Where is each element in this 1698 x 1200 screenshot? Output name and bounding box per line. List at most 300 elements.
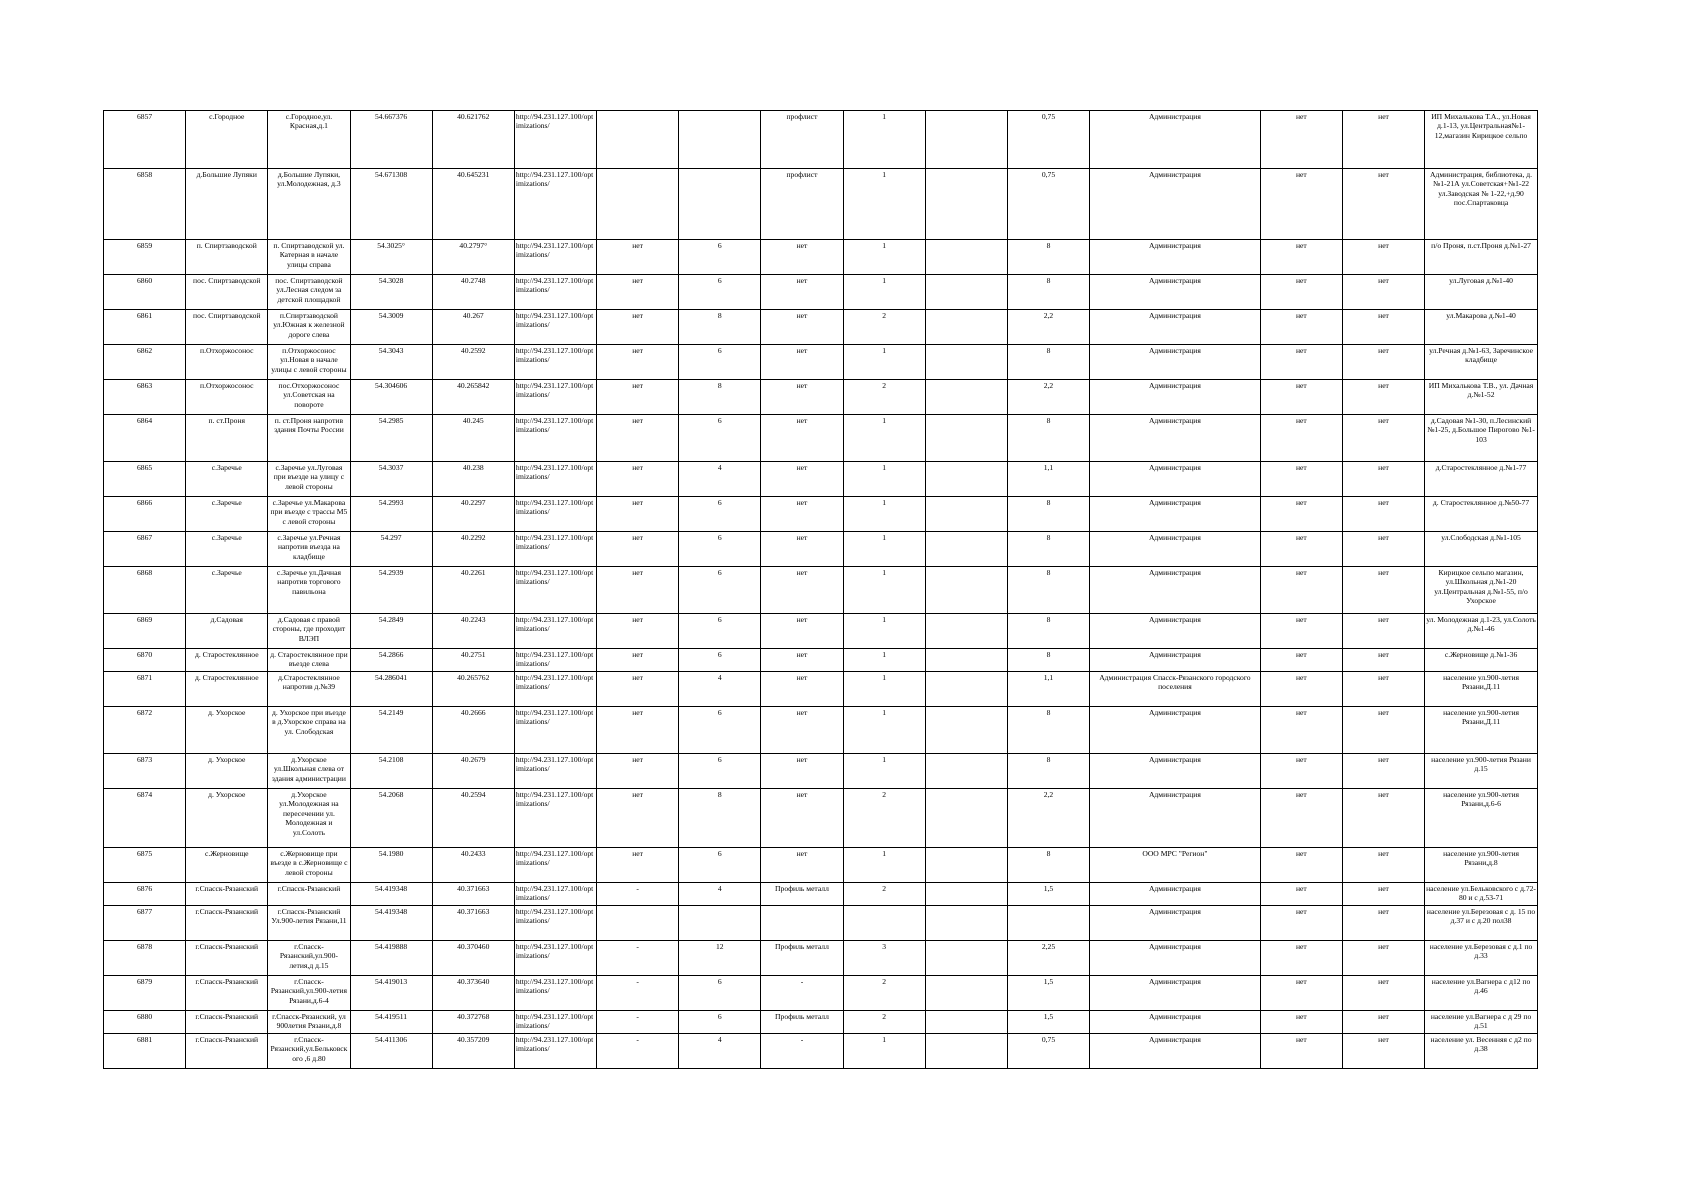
cell-fence: нет (761, 462, 843, 497)
cell-surface: нет (597, 497, 679, 532)
cell-address: п. Спиртзаводской ул. Катерная в начале улицы справа (268, 240, 350, 275)
cell-url: http://94.231.127.100/optimizations/ (514, 672, 596, 707)
cell-col15: нет (1342, 462, 1424, 497)
cell-id: 6873 (104, 754, 186, 789)
cell-fence: нет (761, 672, 843, 707)
cell-col14: нет (1260, 169, 1342, 240)
cell-col15: нет (1342, 275, 1424, 310)
cell-url: http://94.231.127.100/optimizations/ (514, 310, 596, 345)
cell-place: п. Спиртзаводской (186, 240, 268, 275)
cell-url: http://94.231.127.100/optimizations/ (514, 906, 596, 941)
cell-surface: нет (597, 310, 679, 345)
cell-area: 6 (679, 345, 761, 380)
cell-longitude: 40.2433 (432, 848, 514, 883)
cell-longitude: 40.2297 (432, 497, 514, 532)
cell-bunker (925, 1011, 1007, 1034)
cell-address: п.Спиртзаводской ул.Южная к железной дороге слева (268, 310, 350, 345)
cell-address: г.Спасск-Рязанский,ул.900-летия Рязани,д.6-4 (268, 976, 350, 1011)
cell-col15: нет (1342, 345, 1424, 380)
cell-containers (843, 906, 925, 941)
cell-id: 6860 (104, 275, 186, 310)
cell-area: 4 (679, 672, 761, 707)
cell-place: г.Спасск-Рязанский (186, 883, 268, 906)
cell-surface: нет (597, 614, 679, 649)
cell-id: 6868 (104, 567, 186, 614)
cell-containers: 1 (843, 462, 925, 497)
table-row (104, 848, 1538, 883)
cell-address: г.Спасск-Рязанский Ул.900-летия Рязани,11 (268, 906, 350, 941)
cell-latitude: 54.286041 (350, 672, 432, 707)
cell-address: д. Ухорское при въезде в д.Ухорское справа на ул. Слободская (268, 707, 350, 754)
cell-area: 6 (679, 976, 761, 1011)
cell-col15: нет (1342, 567, 1424, 614)
cell-surface (597, 169, 679, 240)
cell-address: д.Ухорское ул.Школьная слева от здания администрации (268, 754, 350, 789)
cell-latitude: 54.2108 (350, 754, 432, 789)
cell-id: 6875 (104, 848, 186, 883)
cell-area: 12 (679, 941, 761, 976)
cell-area: 6 (679, 415, 761, 462)
cell-place: г.Спасск-Рязанский (186, 1011, 268, 1034)
cell-longitude: 40.371663 (432, 883, 514, 906)
cell-latitude: 54.3043 (350, 345, 432, 380)
cell-fence: нет (761, 789, 843, 848)
cell-volume: 8 (1007, 275, 1089, 310)
cell-surface: нет (597, 532, 679, 567)
cell-id: 6879 (104, 976, 186, 1011)
cell-address: д. Старостеклянное при въезде слева (268, 649, 350, 672)
cell-owner: Администрация (1090, 707, 1261, 754)
cell-users: население ул.900-летия Рязани,Д.11 (1425, 672, 1538, 707)
table-row (104, 415, 1538, 462)
cell-url: http://94.231.127.100/optimizations/ (514, 883, 596, 906)
table-row (104, 310, 1538, 345)
table-row (104, 111, 1538, 169)
cell-col14: нет (1260, 789, 1342, 848)
cell-surface: нет (597, 672, 679, 707)
cell-area: 8 (679, 310, 761, 345)
cell-col15: нет (1342, 310, 1424, 345)
cell-longitude: 40.2751 (432, 649, 514, 672)
cell-address: с.Заречье ул.Речная напротив въезда на кладбище (268, 532, 350, 567)
cell-bunker (925, 462, 1007, 497)
cell-latitude: 54.3025° (350, 240, 432, 275)
cell-col15: нет (1342, 497, 1424, 532)
table-row (104, 941, 1538, 976)
cell-col15: нет (1342, 789, 1424, 848)
cell-place: пос. Спиртзаводской (186, 310, 268, 345)
cell-latitude: 54.419348 (350, 883, 432, 906)
cell-users: ул.Макарова д.№1-40 (1425, 310, 1538, 345)
cell-place: г.Спасск-Рязанский (186, 1034, 268, 1069)
cell-col14: нет (1260, 1011, 1342, 1034)
cell-area (679, 906, 761, 941)
cell-address: с.Городное,ул. Красная,д.1 (268, 111, 350, 169)
cell-containers: 1 (843, 649, 925, 672)
cell-containers: 1 (843, 240, 925, 275)
cell-id: 6874 (104, 789, 186, 848)
cell-bunker (925, 906, 1007, 941)
cell-address: д.Большие Лупяки, ул.Молодежная, д.3 (268, 169, 350, 240)
cell-fence: нет (761, 345, 843, 380)
cell-surface: - (597, 1011, 679, 1034)
cell-bunker (925, 497, 1007, 532)
cell-url: http://94.231.127.100/optimizations/ (514, 707, 596, 754)
cell-col15: нет (1342, 649, 1424, 672)
cell-surface: нет (597, 567, 679, 614)
cell-col15: нет (1342, 976, 1424, 1011)
cell-owner: Администрация (1090, 614, 1261, 649)
cell-bunker (925, 883, 1007, 906)
table-row (104, 462, 1538, 497)
cell-users: п/о Проня, п.ст.Проня д.№1-27 (1425, 240, 1538, 275)
cell-id: 6876 (104, 883, 186, 906)
cell-containers: 2 (843, 310, 925, 345)
cell-url: http://94.231.127.100/optimizations/ (514, 415, 596, 462)
cell-longitude: 40.371663 (432, 906, 514, 941)
cell-latitude: 54.3037 (350, 462, 432, 497)
cell-longitude: 40.621762 (432, 111, 514, 169)
cell-bunker (925, 169, 1007, 240)
cell-address: пос.Отхоржосонос ул.Советская на повороте (268, 380, 350, 415)
cell-fence: профлист (761, 169, 843, 240)
cell-containers: 2 (843, 883, 925, 906)
table-row (104, 240, 1538, 275)
table-row (104, 754, 1538, 789)
cell-owner: Администрация (1090, 497, 1261, 532)
cell-place: г.Спасск-Рязанский (186, 941, 268, 976)
table-row (104, 497, 1538, 532)
cell-surface: нет (597, 707, 679, 754)
cell-fence: нет (761, 497, 843, 532)
cell-col14: нет (1260, 240, 1342, 275)
cell-area: 6 (679, 497, 761, 532)
cell-address: с.Заречье ул.Луговая при въезде на улицу с левой стороны (268, 462, 350, 497)
cell-address: с.Заречье ул.Макарова при въезде с трассы М5 с левой стороны (268, 497, 350, 532)
cell-fence: нет (761, 754, 843, 789)
cell-latitude: 54.411306 (350, 1034, 432, 1069)
cell-url: http://94.231.127.100/optimizations/ (514, 111, 596, 169)
cell-place: п. ст.Проня (186, 415, 268, 462)
cell-id: 6865 (104, 462, 186, 497)
cell-fence: Профиль металл (761, 883, 843, 906)
cell-id: 6880 (104, 1011, 186, 1034)
cell-latitude: 54.304606 (350, 380, 432, 415)
cell-surface: нет (597, 754, 679, 789)
cell-owner: Администрация (1090, 1034, 1261, 1069)
cell-containers: 3 (843, 941, 925, 976)
cell-col15: нет (1342, 883, 1424, 906)
cell-longitude: 40.2592 (432, 345, 514, 380)
table-row (104, 906, 1538, 941)
cell-users: ИП Михалькова Т.В., ул. Дачная д.№1-52 (1425, 380, 1538, 415)
cell-longitude: 40.2666 (432, 707, 514, 754)
cell-place: д.Большие Лупяки (186, 169, 268, 240)
cell-owner: Администрация (1090, 345, 1261, 380)
cell-bunker (925, 754, 1007, 789)
cell-bunker (925, 111, 1007, 169)
cell-owner: Администрация (1090, 649, 1261, 672)
cell-bunker (925, 976, 1007, 1011)
cell-users: ул. Молодежная д.1-23, ул.Солоть д.№1-46 (1425, 614, 1538, 649)
table-row (104, 672, 1538, 707)
cell-col14: нет (1260, 462, 1342, 497)
table-row (104, 614, 1538, 649)
cell-area (679, 169, 761, 240)
cell-bunker (925, 345, 1007, 380)
cell-users: с.Жерновище д.№1-36 (1425, 649, 1538, 672)
cell-longitude: 40.267 (432, 310, 514, 345)
cell-place: д. Старостеклянное (186, 672, 268, 707)
cell-bunker (925, 310, 1007, 345)
cell-bunker (925, 649, 1007, 672)
cell-users: население ул. Весенняя с д2 по д.38 (1425, 1034, 1538, 1069)
cell-area: 6 (679, 614, 761, 649)
cell-col15: нет (1342, 415, 1424, 462)
cell-latitude: 54.297 (350, 532, 432, 567)
cell-bunker (925, 1034, 1007, 1069)
cell-fence: нет (761, 310, 843, 345)
cell-latitude: 54.2866 (350, 649, 432, 672)
cell-latitude: 54.671308 (350, 169, 432, 240)
cell-longitude: 40.2243 (432, 614, 514, 649)
cell-containers: 1 (843, 532, 925, 567)
cell-users: Администрация, библиотека, д.№1-21А ул.Советская+№1-22 ул.Заводская № 1-22,+д.90 пос.Спартаковца (1425, 169, 1538, 240)
cell-id: 6878 (104, 941, 186, 976)
cell-place: д. Ухорское (186, 754, 268, 789)
cell-surface: - (597, 883, 679, 906)
cell-area: 8 (679, 380, 761, 415)
cell-fence: нет (761, 275, 843, 310)
cell-bunker (925, 672, 1007, 707)
cell-owner: Администрация Спасск-Рязанского городского поселения (1090, 672, 1261, 707)
cell-col15: нет (1342, 1034, 1424, 1069)
cell-longitude: 40.2594 (432, 789, 514, 848)
cell-surface: нет (597, 789, 679, 848)
cell-fence: нет (761, 567, 843, 614)
cell-address: пос. Спиртзаводской ул.Лесная следом за детской площадкой (268, 275, 350, 310)
cell-col14: нет (1260, 614, 1342, 649)
cell-place: с.Заречье (186, 497, 268, 532)
cell-col14: нет (1260, 567, 1342, 614)
cell-place: д.Садовая (186, 614, 268, 649)
cell-place: г.Спасск-Рязанский (186, 976, 268, 1011)
table-row (104, 275, 1538, 310)
cell-containers: 1 (843, 111, 925, 169)
cell-url: http://94.231.127.100/optimizations/ (514, 169, 596, 240)
cell-volume: 0,75 (1007, 111, 1089, 169)
cell-id: 6862 (104, 345, 186, 380)
cell-col14: нет (1260, 497, 1342, 532)
cell-area: 6 (679, 275, 761, 310)
cell-address: д.Старостеклянное напротив д.№39 (268, 672, 350, 707)
cell-id: 6867 (104, 532, 186, 567)
cell-longitude: 40.238 (432, 462, 514, 497)
cell-col15: нет (1342, 754, 1424, 789)
table-row (104, 649, 1538, 672)
cell-latitude: 54.2068 (350, 789, 432, 848)
cell-col14: нет (1260, 415, 1342, 462)
cell-volume: 8 (1007, 240, 1089, 275)
cell-area: 8 (679, 789, 761, 848)
cell-col14: нет (1260, 754, 1342, 789)
cell-longitude: 40.2797° (432, 240, 514, 275)
cell-fence: нет (761, 707, 843, 754)
cell-area: 4 (679, 462, 761, 497)
cell-volume: 2,2 (1007, 380, 1089, 415)
cell-id: 6864 (104, 415, 186, 462)
table-row (104, 1034, 1538, 1069)
cell-fence: - (761, 976, 843, 1011)
cell-id: 6869 (104, 614, 186, 649)
cell-id: 6877 (104, 906, 186, 941)
cell-longitude: 40.2679 (432, 754, 514, 789)
cell-surface: - (597, 1034, 679, 1069)
cell-owner: Администрация (1090, 310, 1261, 345)
cell-address: г.Спасск-Рязанский, ул 900летия Рязани,д.8 (268, 1011, 350, 1034)
cell-col14: нет (1260, 672, 1342, 707)
cell-fence: Профиль металл (761, 941, 843, 976)
cell-latitude: 54.2849 (350, 614, 432, 649)
cell-col14: нет (1260, 310, 1342, 345)
cell-address: г.Спасск-Рязанский,ул.900-летия,д д.15 (268, 941, 350, 976)
cell-latitude: 54.667376 (350, 111, 432, 169)
cell-bunker (925, 240, 1007, 275)
cell-surface: нет (597, 380, 679, 415)
cell-volume: 8 (1007, 567, 1089, 614)
cell-col15: нет (1342, 111, 1424, 169)
cell-volume: 8 (1007, 614, 1089, 649)
cell-longitude: 40.245 (432, 415, 514, 462)
cell-fence: нет (761, 649, 843, 672)
cell-col15: нет (1342, 169, 1424, 240)
cell-volume: 2,2 (1007, 789, 1089, 848)
cell-surface: нет (597, 462, 679, 497)
cell-longitude: 40.2261 (432, 567, 514, 614)
cell-surface: нет (597, 240, 679, 275)
cell-col15: нет (1342, 1011, 1424, 1034)
table-row (104, 707, 1538, 754)
cell-owner: Администрация (1090, 380, 1261, 415)
cell-place: с.Заречье (186, 462, 268, 497)
cell-longitude: 40.645231 (432, 169, 514, 240)
cell-id: 6858 (104, 169, 186, 240)
cell-users: д.Садовая №1-30, п.Лесинский №1-25, д.Большое Пирогово №1-103 (1425, 415, 1538, 462)
cell-fence: нет (761, 848, 843, 883)
cell-url: http://94.231.127.100/optimizations/ (514, 789, 596, 848)
cell-surface: нет (597, 848, 679, 883)
cell-bunker (925, 707, 1007, 754)
cell-volume: 2,25 (1007, 941, 1089, 976)
cell-volume: 8 (1007, 497, 1089, 532)
cell-col14: нет (1260, 649, 1342, 672)
cell-place: д. Ухорское (186, 707, 268, 754)
cell-bunker (925, 848, 1007, 883)
cell-url: http://94.231.127.100/optimizations/ (514, 275, 596, 310)
cell-place: с.Жерновище (186, 848, 268, 883)
cell-volume: 8 (1007, 707, 1089, 754)
cell-col14: нет (1260, 707, 1342, 754)
cell-place: д. Ухорское (186, 789, 268, 848)
cell-fence: нет (761, 614, 843, 649)
cell-area: 6 (679, 707, 761, 754)
cell-bunker (925, 941, 1007, 976)
cell-url: http://94.231.127.100/optimizations/ (514, 567, 596, 614)
cell-id: 6872 (104, 707, 186, 754)
cell-url: http://94.231.127.100/optimizations/ (514, 649, 596, 672)
cell-col14: нет (1260, 906, 1342, 941)
cell-col14: нет (1260, 941, 1342, 976)
cell-volume: 1,1 (1007, 672, 1089, 707)
cell-longitude: 40.265842 (432, 380, 514, 415)
cell-area: 6 (679, 567, 761, 614)
cell-volume (1007, 906, 1089, 941)
cell-fence: нет (761, 380, 843, 415)
cell-surface: - (597, 976, 679, 1011)
table-row (104, 789, 1538, 848)
cell-col15: нет (1342, 380, 1424, 415)
cell-containers: 1 (843, 707, 925, 754)
cell-owner: Администрация (1090, 754, 1261, 789)
cell-containers: 1 (843, 567, 925, 614)
cell-col15: нет (1342, 707, 1424, 754)
cell-users: население ул.900-летия Рязани д.15 (1425, 754, 1538, 789)
cell-users: население ул.900-летия Рязани,д.8 (1425, 848, 1538, 883)
cell-place: г.Спасск-Рязанский (186, 906, 268, 941)
cell-area: 6 (679, 848, 761, 883)
cell-col14: нет (1260, 976, 1342, 1011)
cell-volume: 1,5 (1007, 1011, 1089, 1034)
cell-latitude: 54.3009 (350, 310, 432, 345)
cell-containers: 1 (843, 345, 925, 380)
cell-place: п.Отхоржосонос (186, 345, 268, 380)
cell-surface: нет (597, 275, 679, 310)
cell-users: ул.Речная д.№1-63, Заречинское кладбище (1425, 345, 1538, 380)
cell-surface: нет (597, 649, 679, 672)
cell-volume: 8 (1007, 345, 1089, 380)
cell-volume: 0,75 (1007, 169, 1089, 240)
cell-owner: Администрация (1090, 789, 1261, 848)
cell-latitude: 54.2985 (350, 415, 432, 462)
cell-containers: 1 (843, 415, 925, 462)
cell-volume: 0,75 (1007, 1034, 1089, 1069)
cell-id: 6881 (104, 1034, 186, 1069)
cell-address: д.Ухорское ул.Молодежная на пересечении ул. Молодежная и ул.Солоть (268, 789, 350, 848)
cell-containers: 2 (843, 976, 925, 1011)
cell-users: население ул.Березовая с д.1 по д.33 (1425, 941, 1538, 976)
cell-longitude: 40.265762 (432, 672, 514, 707)
cell-area: 6 (679, 240, 761, 275)
cell-volume: 8 (1007, 848, 1089, 883)
cell-url: http://94.231.127.100/optimizations/ (514, 754, 596, 789)
cell-url: http://94.231.127.100/optimizations/ (514, 1011, 596, 1034)
cell-surface: нет (597, 415, 679, 462)
cell-url: http://94.231.127.100/optimizations/ (514, 614, 596, 649)
cell-longitude: 40.2292 (432, 532, 514, 567)
cell-owner: Администрация (1090, 1011, 1261, 1034)
cell-users: население ул.900-летия Рязани,Д.11 (1425, 707, 1538, 754)
table-row (104, 567, 1538, 614)
cell-place: с.Заречье (186, 532, 268, 567)
cell-containers: 1 (843, 1034, 925, 1069)
cell-users: население ул.Березовая с д. 15 по д.37 и с д.20 пол38 (1425, 906, 1538, 941)
table-row (104, 883, 1538, 906)
cell-fence: нет (761, 532, 843, 567)
cell-address: г.Спасск-Рязанский (268, 883, 350, 906)
cell-bunker (925, 275, 1007, 310)
cell-col15: нет (1342, 848, 1424, 883)
cell-col14: нет (1260, 275, 1342, 310)
